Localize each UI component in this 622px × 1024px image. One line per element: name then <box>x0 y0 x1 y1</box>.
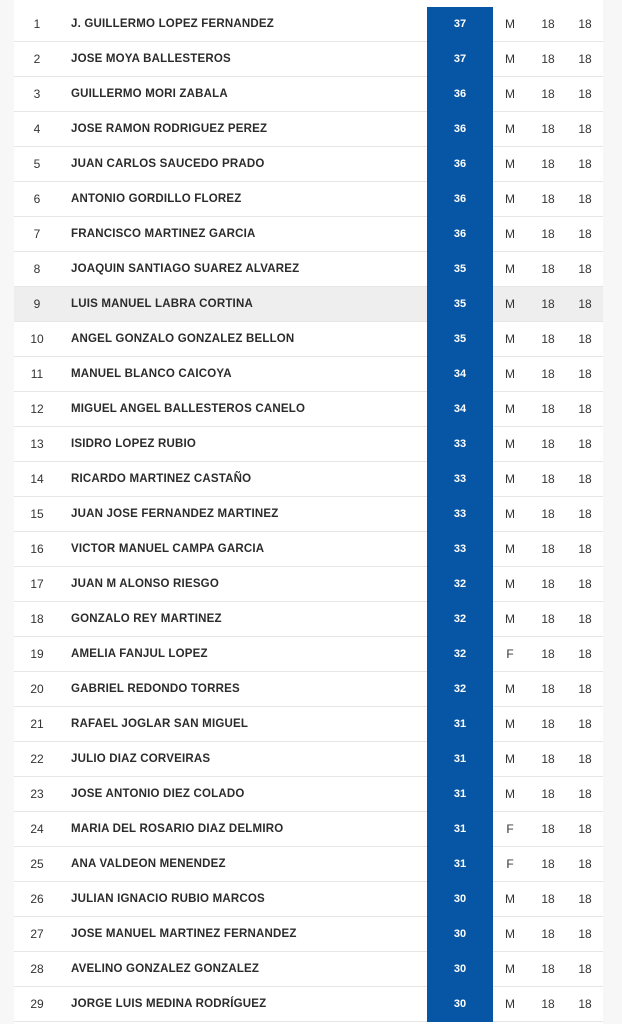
table-row[interactable] <box>14 147 603 182</box>
rank-cell: 28 <box>30 962 44 976</box>
gender-cell: M <box>505 297 515 311</box>
score-cell: 33 <box>427 462 493 497</box>
handicap-cell: 18 <box>541 962 555 976</box>
handicap-cell: 18 <box>541 472 555 486</box>
gender-cell: F <box>506 647 514 661</box>
holes-cell: 18 <box>578 472 592 486</box>
holes-cell: 18 <box>578 962 592 976</box>
score-cell: 34 <box>427 357 493 392</box>
handicap-cell: 18 <box>541 647 555 661</box>
score-cell: 31 <box>427 742 493 777</box>
handicap-cell: 18 <box>541 87 555 101</box>
handicap-cell: 18 <box>541 857 555 871</box>
rank-cell: 17 <box>30 577 44 591</box>
holes-cell: 18 <box>578 822 592 836</box>
handicap-cell: 18 <box>541 507 555 521</box>
score-cell: 31 <box>427 812 493 847</box>
rank-cell: 12 <box>30 402 44 416</box>
player-name-cell: MARIA DEL ROSARIO DIAZ DELMIRO <box>71 823 284 835</box>
handicap-cell: 18 <box>541 892 555 906</box>
gender-cell: M <box>505 507 515 521</box>
table-row[interactable] <box>14 42 603 77</box>
rank-cell: 6 <box>33 192 41 206</box>
gender-cell: M <box>505 227 515 241</box>
player-name-cell: VICTOR MANUEL CAMPA GARCIA <box>71 543 265 555</box>
player-name-cell: JOSE MANUEL MARTINEZ FERNANDEZ <box>71 928 297 940</box>
gender-cell: F <box>506 822 514 836</box>
holes-cell: 18 <box>578 227 592 241</box>
table-row[interactable] <box>14 182 603 217</box>
holes-cell: 18 <box>578 192 592 206</box>
handicap-cell: 18 <box>541 822 555 836</box>
rank-cell: 3 <box>33 87 41 101</box>
rank-cell: 9 <box>33 297 41 311</box>
score-cell: 36 <box>427 112 493 147</box>
player-name-cell: RAFAEL JOGLAR SAN MIGUEL <box>71 718 249 730</box>
handicap-cell: 18 <box>541 717 555 731</box>
handicap-cell: 18 <box>541 122 555 136</box>
table-row[interactable] <box>14 532 603 567</box>
player-name-cell: AMELIA FANJUL LOPEZ <box>71 648 208 660</box>
score-cell: 31 <box>427 707 493 742</box>
table-row[interactable] <box>14 602 603 637</box>
holes-cell: 18 <box>578 17 592 31</box>
rank-cell: 1 <box>33 17 41 31</box>
rank-cell: 11 <box>30 367 44 381</box>
player-name-cell: JOSE RAMON RODRIGUEZ PEREZ <box>71 123 268 135</box>
holes-cell: 18 <box>578 682 592 696</box>
rank-cell: 14 <box>30 472 44 486</box>
holes-cell: 18 <box>578 52 592 66</box>
holes-cell: 18 <box>578 892 592 906</box>
table-row[interactable] <box>14 812 603 847</box>
player-name-cell: GUILLERMO MORI ZABALA <box>71 88 228 100</box>
table-row[interactable] <box>14 357 603 392</box>
player-name-cell: GONZALO REY MARTINEZ <box>71 613 222 625</box>
handicap-cell: 18 <box>541 227 555 241</box>
rank-cell: 4 <box>33 122 41 136</box>
handicap-cell: 18 <box>541 927 555 941</box>
score-cell: 33 <box>427 532 493 567</box>
gender-cell: M <box>505 682 515 696</box>
table-row[interactable] <box>14 637 603 672</box>
score-cell: 36 <box>427 77 493 112</box>
player-name-cell: JOSE ANTONIO DIEZ COLADO <box>71 788 245 800</box>
rank-cell: 24 <box>30 822 44 836</box>
handicap-cell: 18 <box>541 17 555 31</box>
score-cell: 35 <box>427 287 493 322</box>
score-cell: 30 <box>427 952 493 987</box>
table-row[interactable] <box>14 847 603 882</box>
rank-cell: 15 <box>30 507 44 521</box>
player-name-cell: JULIAN IGNACIO RUBIO MARCOS <box>71 893 265 905</box>
player-name-cell: JULIO DIAZ CORVEIRAS <box>71 753 211 765</box>
gender-cell: M <box>505 17 515 31</box>
holes-cell: 18 <box>578 157 592 171</box>
score-cell: 33 <box>427 427 493 462</box>
rank-cell: 25 <box>30 857 44 871</box>
holes-cell: 18 <box>578 717 592 731</box>
gender-cell: M <box>505 87 515 101</box>
gender-cell: M <box>505 927 515 941</box>
gender-cell: M <box>505 787 515 801</box>
right-gutter <box>603 0 622 1024</box>
table-row[interactable] <box>14 777 603 812</box>
gender-cell: M <box>505 437 515 451</box>
table-row[interactable] <box>14 112 603 147</box>
score-cell: 36 <box>427 182 493 217</box>
score-cell: 30 <box>427 987 493 1022</box>
gender-cell: F <box>506 857 514 871</box>
score-cell: 37 <box>427 42 493 77</box>
table-row[interactable] <box>14 707 603 742</box>
rank-cell: 13 <box>30 437 44 451</box>
holes-cell: 18 <box>578 787 592 801</box>
holes-cell: 18 <box>578 647 592 661</box>
score-cell: 31 <box>427 777 493 812</box>
table-row[interactable] <box>14 952 603 987</box>
rank-cell: 20 <box>30 682 44 696</box>
gender-cell: M <box>505 542 515 556</box>
gender-cell: M <box>505 997 515 1011</box>
player-name-cell: FRANCISCO MARTINEZ GARCIA <box>71 228 256 240</box>
table-row[interactable] <box>14 7 603 42</box>
table-row[interactable] <box>14 882 603 917</box>
handicap-cell: 18 <box>541 332 555 346</box>
rank-cell: 22 <box>30 752 44 766</box>
table-row[interactable] <box>14 252 603 287</box>
handicap-cell: 18 <box>541 52 555 66</box>
table-row[interactable] <box>14 567 603 602</box>
handicap-cell: 18 <box>541 612 555 626</box>
holes-cell: 18 <box>578 752 592 766</box>
player-name-cell: AVELINO GONZALEZ GONZALEZ <box>71 963 260 975</box>
handicap-cell: 18 <box>541 157 555 171</box>
rank-cell: 2 <box>33 52 41 66</box>
gender-cell: M <box>505 367 515 381</box>
player-name-cell: MIGUEL ANGEL BALLESTEROS CANELO <box>71 403 306 415</box>
player-name-cell: RICARDO MARTINEZ CASTAÑO <box>71 473 252 485</box>
gender-cell: M <box>505 892 515 906</box>
player-name-cell: MANUEL BLANCO CAICOYA <box>71 368 232 380</box>
table-body <box>14 7 603 1022</box>
score-cell: 36 <box>427 147 493 182</box>
holes-cell: 18 <box>578 927 592 941</box>
handicap-cell: 18 <box>541 542 555 556</box>
holes-cell: 18 <box>578 87 592 101</box>
holes-cell: 18 <box>578 997 592 1011</box>
table-row[interactable] <box>14 462 603 497</box>
gender-cell: M <box>505 472 515 486</box>
table-row[interactable] <box>14 672 603 707</box>
handicap-cell: 18 <box>541 577 555 591</box>
gender-cell: M <box>505 717 515 731</box>
score-cell: 32 <box>427 567 493 602</box>
rank-cell: 8 <box>33 262 41 276</box>
holes-cell: 18 <box>578 612 592 626</box>
holes-cell: 18 <box>578 857 592 871</box>
gender-cell: M <box>505 332 515 346</box>
gender-cell: M <box>505 612 515 626</box>
score-cell: 30 <box>427 882 493 917</box>
holes-cell: 18 <box>578 437 592 451</box>
handicap-cell: 18 <box>541 997 555 1011</box>
holes-cell: 18 <box>578 262 592 276</box>
rank-cell: 27 <box>30 927 44 941</box>
table-row[interactable] <box>14 77 603 112</box>
rank-cell: 19 <box>30 647 44 661</box>
gender-cell: M <box>505 157 515 171</box>
gender-cell: M <box>505 122 515 136</box>
table-row[interactable] <box>14 917 603 952</box>
score-cell: 33 <box>427 497 493 532</box>
holes-cell: 18 <box>578 332 592 346</box>
score-cell: 37 <box>427 7 493 42</box>
gender-cell: M <box>505 577 515 591</box>
holes-cell: 18 <box>578 297 592 311</box>
holes-cell: 18 <box>578 367 592 381</box>
score-cell: 31 <box>427 847 493 882</box>
handicap-cell: 18 <box>541 262 555 276</box>
table-row[interactable] <box>14 427 603 462</box>
rank-cell: 26 <box>30 892 44 906</box>
score-cell: 32 <box>427 602 493 637</box>
handicap-cell: 18 <box>541 297 555 311</box>
rank-cell: 18 <box>30 612 44 626</box>
left-gutter <box>0 0 14 1024</box>
table-row[interactable] <box>14 217 603 252</box>
holes-cell: 18 <box>578 507 592 521</box>
player-name-cell: ANTONIO GORDILLO FLOREZ <box>71 193 242 205</box>
table-row[interactable] <box>14 742 603 777</box>
holes-cell: 18 <box>578 402 592 416</box>
gender-cell: M <box>505 52 515 66</box>
rank-cell: 23 <box>30 787 44 801</box>
player-name-cell: ANGEL GONZALO GONZALEZ BELLON <box>71 333 295 345</box>
handicap-cell: 18 <box>541 437 555 451</box>
gender-cell: M <box>505 752 515 766</box>
player-name-cell: GABRIEL REDONDO TORRES <box>71 683 240 695</box>
rank-cell: 7 <box>33 227 41 241</box>
table-row[interactable] <box>14 987 603 1022</box>
score-cell: 34 <box>427 392 493 427</box>
holes-cell: 18 <box>578 577 592 591</box>
gender-cell: M <box>505 402 515 416</box>
handicap-cell: 18 <box>541 682 555 696</box>
rank-cell: 5 <box>33 157 41 171</box>
table-row[interactable] <box>14 497 603 532</box>
player-name-cell: JOSE MOYA BALLESTEROS <box>71 53 231 65</box>
table-row[interactable] <box>14 287 603 322</box>
player-name-cell: JUAN JOSE FERNANDEZ MARTINEZ <box>71 508 279 520</box>
holes-cell: 18 <box>578 542 592 556</box>
player-name-cell: JUAN M ALONSO RIESGO <box>71 578 219 590</box>
rank-cell: 10 <box>30 332 44 346</box>
gender-cell: M <box>505 262 515 276</box>
player-name-cell: JORGE LUIS MEDINA RODRÍGUEZ <box>71 998 267 1010</box>
player-name-cell: JUAN CARLOS SAUCEDO PRADO <box>71 158 265 170</box>
gender-cell: M <box>505 962 515 976</box>
score-cell: 35 <box>427 252 493 287</box>
player-name-cell: LUIS MANUEL LABRA CORTINA <box>71 298 253 310</box>
handicap-cell: 18 <box>541 402 555 416</box>
player-name-cell: ISIDRO LOPEZ RUBIO <box>71 438 196 450</box>
score-cell: 35 <box>427 322 493 357</box>
handicap-cell: 18 <box>541 192 555 206</box>
player-name-cell: J. GUILLERMO LOPEZ FERNANDEZ <box>71 18 275 30</box>
handicap-cell: 18 <box>541 752 555 766</box>
handicap-cell: 18 <box>541 367 555 381</box>
table-row[interactable] <box>14 392 603 427</box>
handicap-cell: 18 <box>541 787 555 801</box>
player-name-cell: ANA VALDEON MENENDEZ <box>71 858 226 870</box>
player-name-cell: JOAQUIN SANTIAGO SUAREZ ALVAREZ <box>71 263 300 275</box>
score-cell: 30 <box>427 917 493 952</box>
score-cell: 36 <box>427 217 493 252</box>
holes-cell: 18 <box>578 122 592 136</box>
score-cell: 32 <box>427 672 493 707</box>
table-row[interactable] <box>14 322 603 357</box>
rank-cell: 16 <box>30 542 44 556</box>
gender-cell: M <box>505 192 515 206</box>
score-cell: 32 <box>427 637 493 672</box>
rank-cell: 29 <box>30 997 44 1011</box>
rank-cell: 21 <box>30 717 44 731</box>
